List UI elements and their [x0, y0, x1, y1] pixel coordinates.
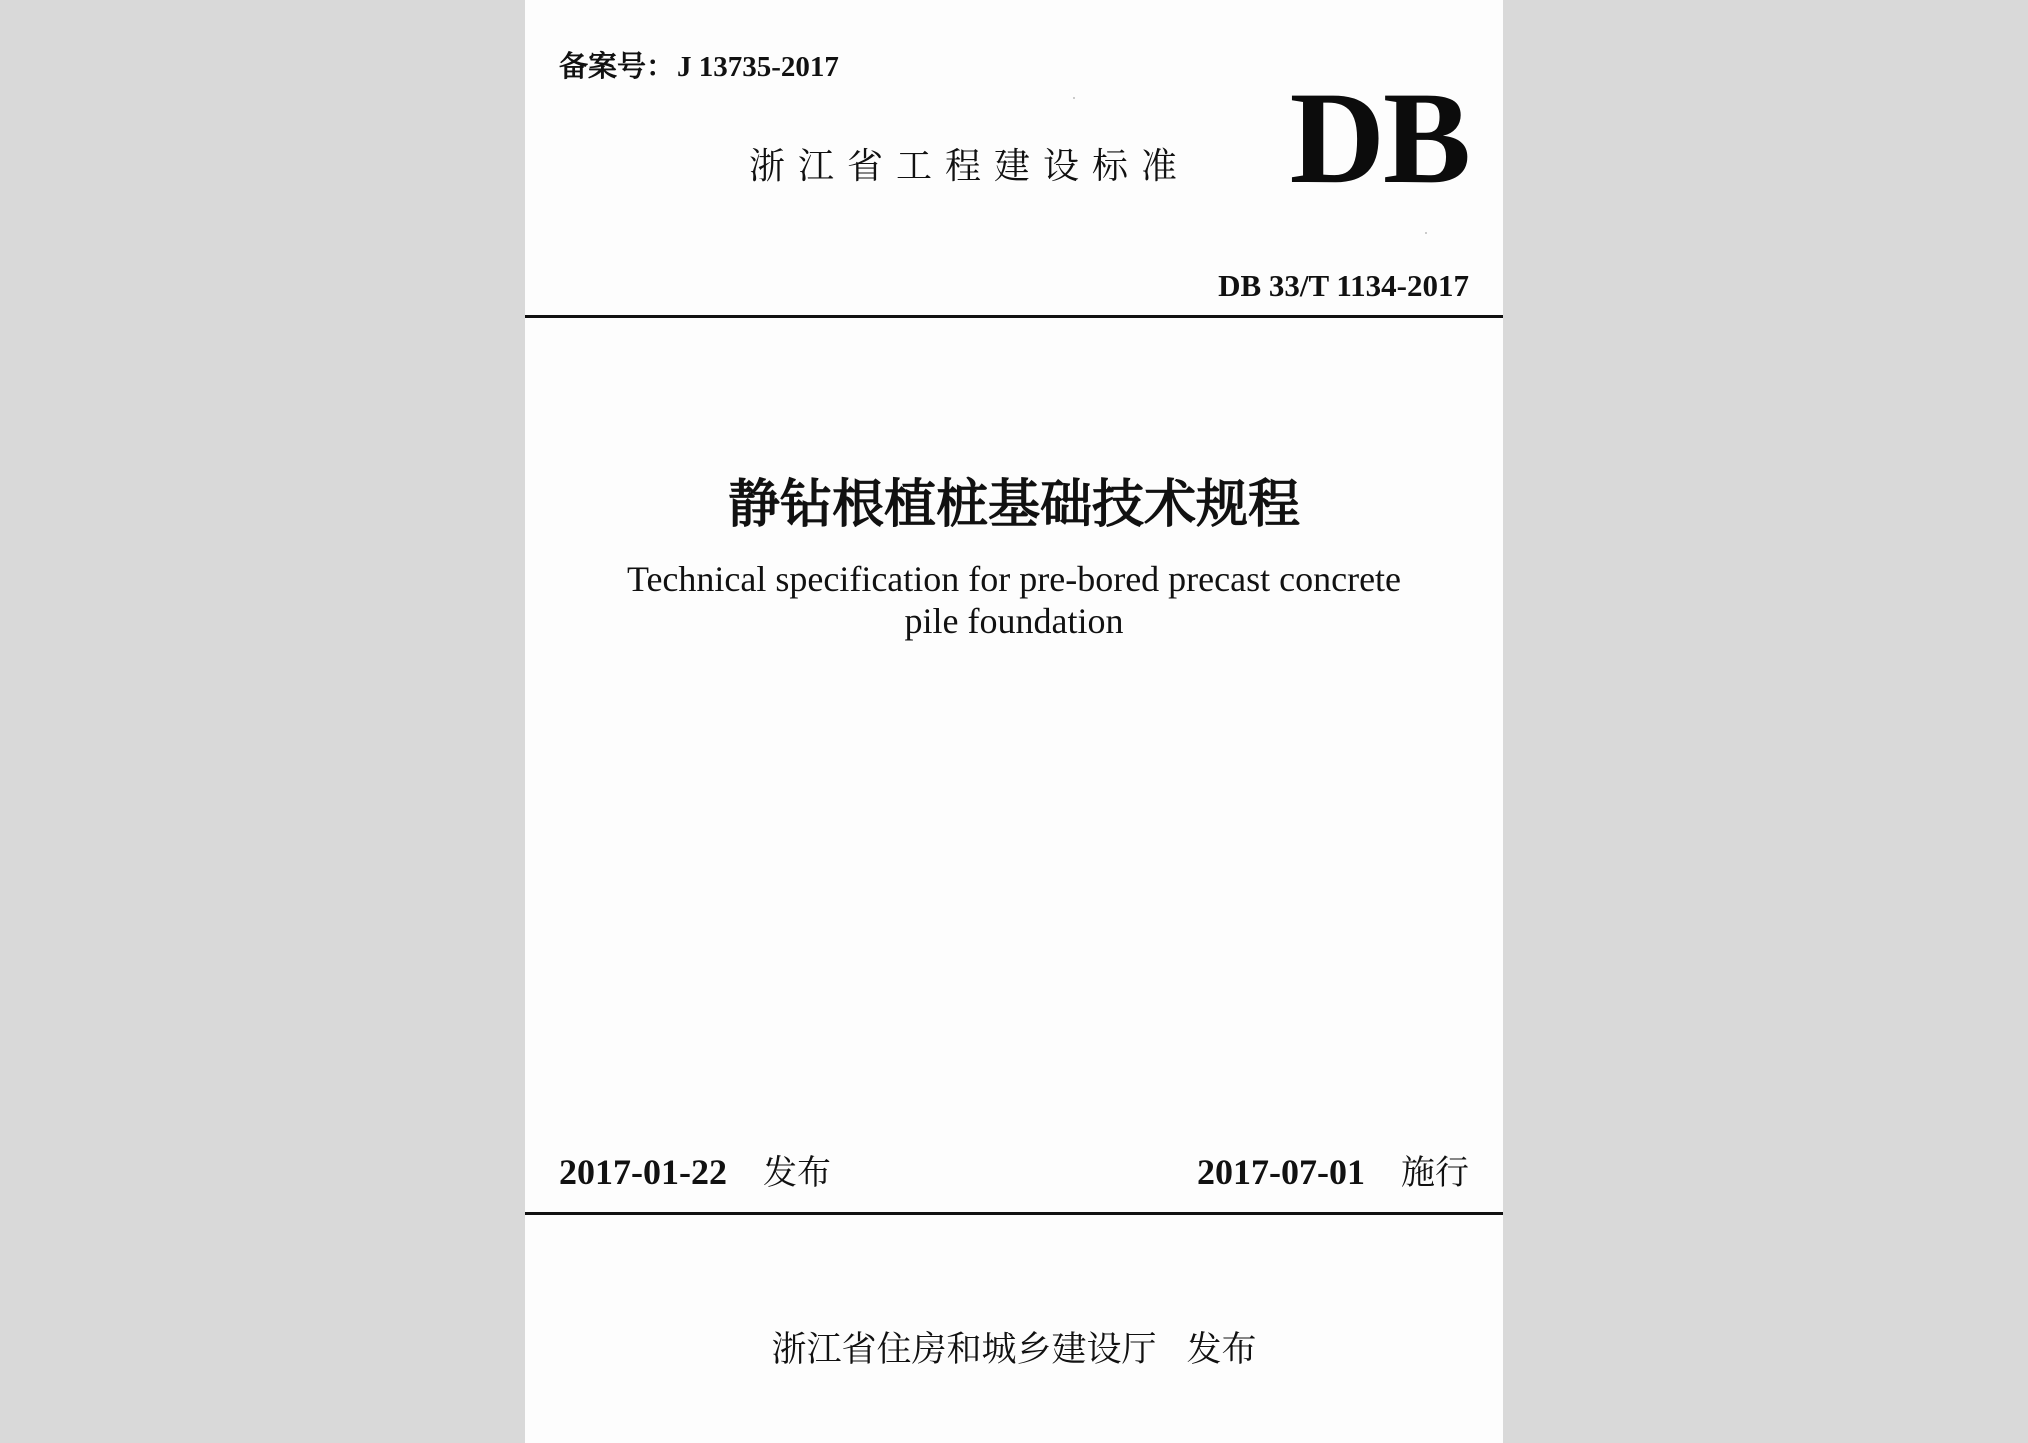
top-divider — [525, 315, 1503, 318]
title-english — [525, 558, 1503, 642]
issue-label: 发布 — [762, 1153, 831, 1193]
title-english-line-1: Technical specification for pre-bored precast concrete — [626, 559, 1402, 599]
record-number-value: J 13735-2017 — [677, 51, 839, 83]
effective-date-block — [1197, 1145, 1469, 1194]
record-number — [559, 44, 839, 85]
effective-date: 2017-07-01 — [1197, 1152, 1365, 1192]
publisher-name: 浙江省住房和城乡建设厅 — [771, 1330, 1157, 1370]
scan-speck — [1425, 232, 1427, 234]
title-english-line-2: pile foundation — [904, 601, 1124, 641]
title-chinese: 静钻根植桩基础技术规程 — [727, 475, 1300, 535]
scan-speck — [1073, 97, 1075, 99]
standard-number: DB 33/T 1134-2017 — [1218, 268, 1469, 303]
effective-label: 施行 — [1401, 1153, 1469, 1193]
bottom-divider — [525, 1212, 1503, 1215]
standard-series: 浙江省工程建设标准 — [749, 146, 1191, 187]
publisher-label: 发布 — [1186, 1330, 1257, 1370]
document-cover — [525, 0, 1503, 1443]
record-label: 备案号： — [559, 49, 676, 83]
issue-date-block — [559, 1145, 831, 1194]
db-logo: DB — [1289, 64, 1469, 211]
issue-date: 2017-01-22 — [559, 1152, 727, 1192]
publisher-line — [525, 1322, 1503, 1372]
